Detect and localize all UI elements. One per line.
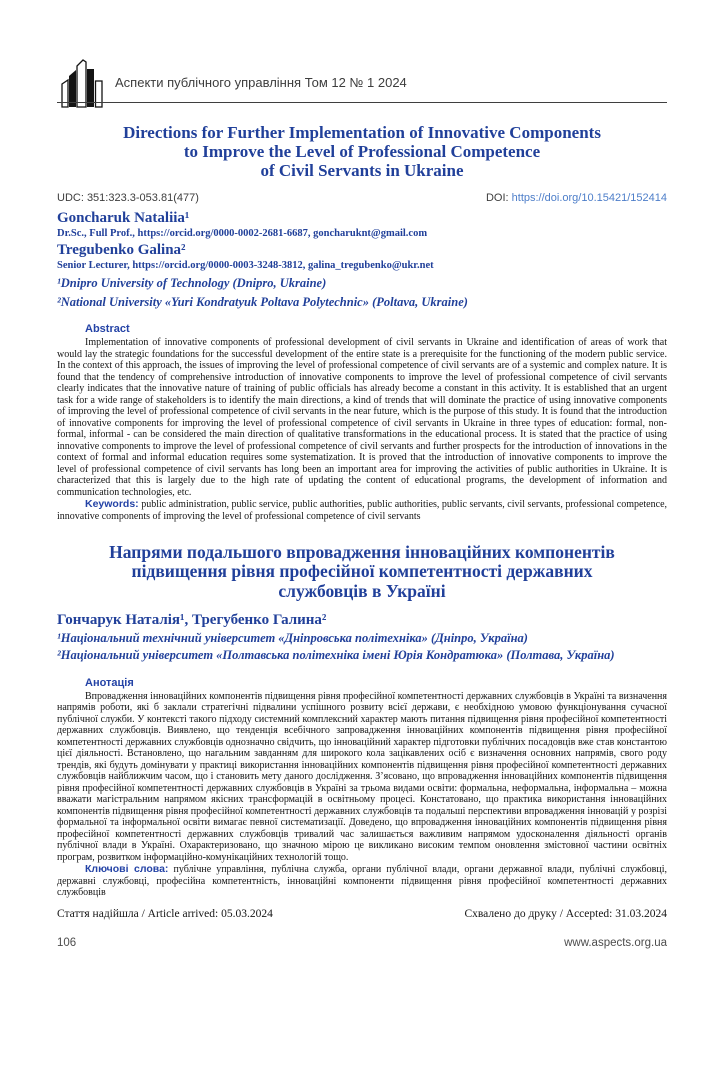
journal-header (57, 58, 667, 108)
article-title-en (57, 123, 667, 180)
journal-page (0, 58, 724, 949)
title-en-line1: Directions for Further Implementation of Innovative Components (123, 123, 601, 142)
udc-doi-row (57, 192, 667, 204)
accepted-date: Схвалено до друку / Accepted: 31.03.2024 (464, 907, 667, 920)
received-date: Стаття надійшла / Article arrived: 05.03.2024 (57, 907, 273, 920)
authors-line-uk: Гончарук Наталія¹, Трегубенко Галина² (57, 611, 327, 628)
keywords-en (57, 498, 667, 522)
header-divider (57, 102, 667, 103)
affiliation-uk: ²Національний університет «Полтавська політехніка імені Юрія Кондратюка» (Полтава, Україна) (57, 648, 615, 663)
page-number: 106 (57, 936, 77, 949)
page-footer (57, 937, 667, 949)
author-role: Dr.Sc., Full Prof., https://orcid.org/0000-0002-2681-6687, goncharuknt@gmail.com (57, 227, 428, 239)
journal-logo-icon (60, 58, 106, 108)
site-link[interactable]: www.aspects.org.ua (564, 936, 667, 949)
author-role: Senior Lecturer, https://orcid.org/0000-0003-3248-3812, galina_tregubenko@ukr.net (57, 260, 434, 272)
affiliation: ¹Dnipro University of Technology (Dnipro, Ukraine) (57, 275, 327, 290)
title-uk-line2: підвищення рівня професійної компетентності державних (131, 561, 593, 582)
doi-link[interactable]: https://doi.org/10.15421/152414 (511, 192, 667, 205)
author-name: Goncharuk Nataliia¹ (57, 210, 190, 227)
keywords-label-uk: Ключові слова: (85, 863, 169, 876)
doi-block (486, 192, 667, 204)
udc-label: UDC: 351:323.3-053.81(477) (57, 192, 199, 205)
abstract-text-uk: Впровадження інноваційних компонентів підвищення рівня професійної компетентності державних службовців в Україні та визначення напрямів роботи, які б заклали стратегічні підвалини успішного розвиту всієї держави, є необхідною умовою функціонування сучасної публічної служби. У контексті такого підходу системний комплексний характер мають питання підвищення рівня професійної компетентності державних службовців. Виявлено, що тенденція всебічного запровадження інноваційних компонентів підвищення рівня професійної компетентності державних службовців однозначно свідчить, що інноваційний характер підготовки публічних посадовців вже став константою цієї діяльності. Встановлено, що нагальним завданням для широкого кола зацікавлених осіб є визначення основних напрямів, свого роду трендів, які будуть домінувати у практиці використання інноваційних компонентів підвищення рівня професійної компетентності державних службовців найближчим часом, що і становить мету даного дослідження. З’ясовано, що впровадження інноваційних компонентів підвищення рівня професійної компетентності державних службовців в Україні за трьома видами освіти: формальна, неформальна, інформальна – можна вважати магістральним напрямом якісних трансформацій в освітньому процесі. Констатовано, що практика використання інноваційних компонентів підвищення рівня професійної компетентності державних службовців та подальші перспективи впровадження інновацій у розрізі формальної та інформальної освіти вимагає певної систематизації. Доведено, що впровадження інноваційних компонентів підвищення рівня професійної компетентності державних службовців тривалий час залишається важливим напрямом удосконалення діяльності органів публічної влади в Україні. Охарактеризовано, що значною мірою це викликано високим темпом оновлення змістовної частини освітніх програм, розвитком інформаційно-комунікаційних технологій тощо. (57, 690, 667, 863)
doi-label: DOI: (485, 192, 509, 205)
keywords-uk (57, 863, 667, 899)
title-uk-line1: Напрями подальшого впровадження інноваційних компонентів (109, 542, 615, 563)
authors-uk-block (57, 613, 667, 664)
affiliation: ²National University «Yuri Kondratyuk Poltava Polytechnic» (Poltava, Ukraine) (57, 294, 468, 309)
dates-row (57, 908, 667, 920)
abstract-text-en: Implementation of innovative components of professional development of civil servants in Ukraine and identification of areas of work that would lay the strategic foundations for the successful development of the entire state is a prerequisite for the functioning of the modern public service. In the context of this approach, the issues of improving the level of professional competence of civil servants are of a systemic and complex nature. It is found that the tendency of comprehensive introduction of innovative components to improve the level of professional competence of civil servants clearly indicates that the innovative nature of training of public officials has already become a constant in this activity. It is established that an urgent task for a wide range of stakeholders is to identify the main directions, a kind of trends that will dominate the practice of using innovative components of improving the level of professional competence of civil servants in the near future, which is the purpose of this study. It is found that the introduction of innovative components for improving the level of professional competence of civil servants in Ukraine in three types of education: formal, non-formal, informal - can be considered the main direction of qualitative transformations in the educational process. It is stated that the practice of using innovative components to improve the level of professional competence of civil servants and further prospects for the introduction of innovations in the context of formal and informal education requires some systematization. It is proved that the introduction of innovative components to improve the level of professional competence of civil servants has long been an important area for improving the activities of public authorities in Ukraine. It is characterized that this is largely due to the high rate of updating the content of educational programs, the development of information and communication technologies, etc. (57, 337, 667, 498)
title-uk-line3: службовців в Україні (278, 580, 446, 601)
authors-en-block (57, 211, 667, 310)
keywords-text-en: public administration, public service, public authorities, public authorities, public servants, civil servants, professional competence, innovative components of improving the level of professional competence of civil servants (57, 499, 668, 522)
abstract-label-en: Abstract (85, 323, 130, 336)
keywords-text-uk: публічне управління, публічна служба, органи публічної влади, органи державної влади, публічні службовці, державні службовці, професійна компетентність, інноваційні компоненти підвищення рівня професійної компетентності державних службовців (57, 864, 668, 899)
abstract-label-uk: Анотація (85, 676, 134, 689)
affiliation-uk: ¹Національний технічний університет «Дніпровська політехніка» (Дніпро, Україна) (57, 630, 528, 645)
article-title-uk (57, 543, 667, 601)
title-en-line3: of Civil Servants in Ukraine (260, 161, 464, 181)
title-en-line2: to Improve the Level of Professional Competence (183, 142, 541, 162)
author-name: Tregubenko Galina² (57, 242, 186, 259)
keywords-label-en: Keywords: (85, 498, 139, 511)
journal-header-line: Аспекти публічного управління Том 12 № 1 2024 (115, 75, 407, 90)
